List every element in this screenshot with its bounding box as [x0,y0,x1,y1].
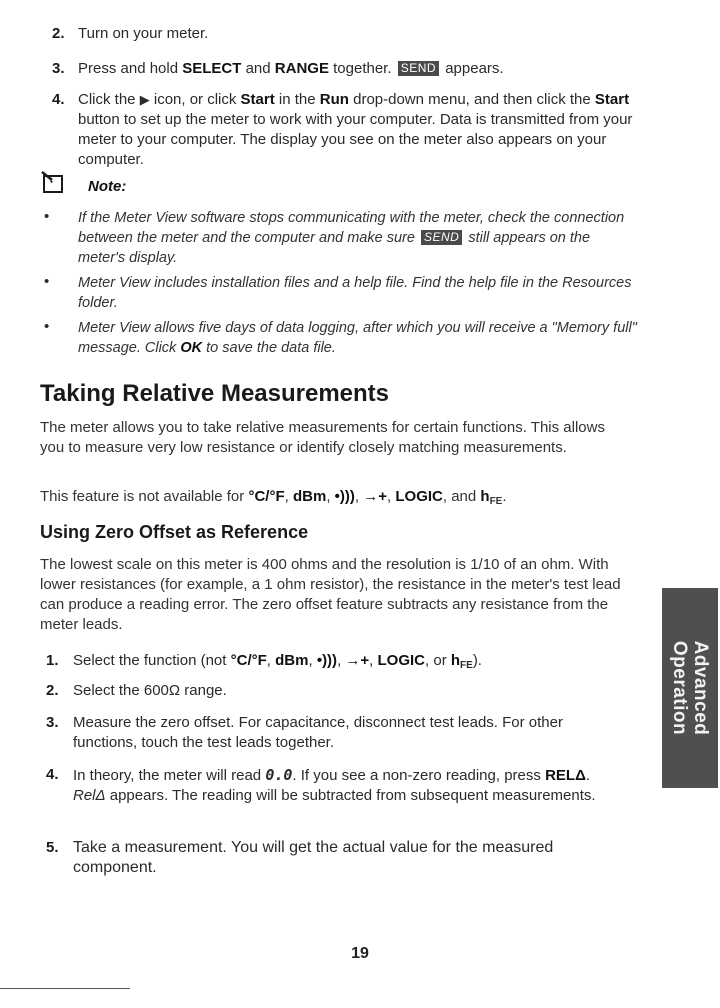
text-run: Select the function (not [73,652,231,669]
step-number: 5. [46,839,59,856]
bold-term: OK [180,340,203,356]
text-run: , [369,652,378,669]
text-run: still appears on the meter's display. [78,230,591,266]
chapter-side-tab [662,588,718,788]
step-text [78,90,652,170]
step-4-top [52,90,652,170]
text-run: button to set up the meter to work with your computer. Data is transmitted from your meter to your computer. The display you see on the meter also appears on your computer. [78,111,633,168]
footer-rule [0,988,130,989]
text-run: Meter View allows five days of data logging, after which you will receive a "Memory full" message. Click [78,320,637,356]
text-run: Meter View includes installation files and a help file. Find the help file in the Resources folder. [78,275,632,311]
text-run: , [284,488,293,505]
bold-term: dBm [292,488,327,505]
step-number: 4. [52,91,65,108]
step-number: 2. [52,25,65,42]
chapter-tab-line-1: Advanced [690,640,711,736]
text-run: . If you see a non-zero reading, press [292,767,546,784]
text-run: . [585,767,591,784]
text-run: in the [274,91,320,108]
step-2 [46,681,646,701]
note-label: Note: [88,178,127,195]
section-title: Taking Relative Measurements [40,380,390,407]
text-run: Turn on your meter. [78,25,209,42]
text-run: drop-down menu, and then click the [348,91,595,108]
display-indicator: RelΔ [73,787,106,804]
bold-term: °C/°F [230,652,267,669]
page-number: 19 [351,945,369,962]
bullet-dot: • [44,273,50,290]
bold-term: dBm [275,652,309,669]
bold-term: →+ [363,488,388,505]
step-3 [46,713,626,753]
bold-term: h [450,652,461,669]
text-run: In theory, the meter will read [73,767,266,784]
step-number: 4. [46,766,59,783]
bold-term: •))) [334,488,355,505]
step-text [73,765,626,806]
text-run: , [337,652,346,669]
text-run: This feature is not available for [40,488,249,505]
bullet-dot: • [44,318,50,335]
text-run: , [354,488,364,505]
step-text [73,713,626,753]
step-number: 3. [52,60,65,77]
send-indicator-badge: SEND [421,230,462,245]
text-run: , or [425,652,451,669]
bold-term: Run [319,91,349,108]
step-text [73,681,646,701]
bold-term: LOGIC [395,488,443,505]
bold-term: °C/°F [248,488,285,505]
send-indicator-badge: SEND [398,61,439,76]
bold-term: Start [240,91,275,108]
note-bullet-3 [78,318,638,358]
step-number: 3. [46,714,59,731]
text-run: , [266,652,276,669]
availability-note [40,487,660,512]
step-1 [46,651,646,676]
text-run: Take a measurement. You will get the actual value for the measured component. [73,839,554,876]
text-run: to save the data file. [202,340,336,356]
step-text [73,838,626,878]
bold-term: →+ [345,652,370,669]
bullet-dot: • [44,208,50,225]
bold-term: RANGE [274,60,329,77]
play-icon: ▶ [139,92,150,107]
step-text [73,651,646,676]
zero-offset-intro: The lowest scale on this meter is 400 ohms and the resolution is 1/10 of an ohm. With lower resistances (for example, a 1 ohm resistor), the resistance in the meter's test lead can produce a reading error. The zero offset feature subtracts any resistance from the meter leads. [40,556,621,633]
text-run: Measure the zero offset. For capacitance, disconnect test leads. For other functions, touch the test leads together. [73,714,563,751]
step-4 [46,765,626,806]
step-number: 1. [46,652,59,669]
bold-term: •))) [316,652,338,669]
text-run: Select the 600Ω range. [73,682,227,699]
subscript: FE [460,660,473,671]
note-pencil-icon [40,170,64,194]
step-2-top [52,24,652,44]
text-run: , [308,652,317,669]
text-run: appears. The reading will be subtracted from subsequent measurements. [105,787,596,804]
note-bullet-1 [78,208,638,268]
step-number: 2. [46,682,59,699]
text-run: If the Meter View software stops communicating with the meter, check the connection between the meter and the computer and make sure [78,210,625,246]
text-run: , and [442,488,481,505]
step-5 [46,838,626,878]
subscript: FE [489,496,503,507]
step-3-top [52,59,652,79]
text-run: together. [328,60,396,77]
section-intro: The meter allows you to take relative measurements for certain functions. This allows you to measure very low resistance or identify closely matching measurements. [40,419,605,456]
bold-term: Start [594,91,630,108]
bold-term: LOGIC [377,652,426,669]
text-run: icon, or click [149,91,241,108]
chapter-tab-line-2: Operation [669,640,690,736]
display-reading: 0.0 [265,766,293,784]
chapter-tab-label [669,641,711,736]
step-text [78,24,652,44]
bold-term: SELECT [182,60,242,77]
bold-term: RELΔ [545,767,586,784]
step-text [78,59,652,79]
text-run: , [326,488,335,505]
note-bullet-2 [78,273,638,313]
text-run: Click the [78,91,140,108]
subsection-title: Using Zero Offset as Reference [40,522,309,542]
text-run: , [387,488,396,505]
text-run: ). [472,652,482,669]
bold-term: h [480,488,490,505]
text-run: Press and hold [78,60,183,77]
text-run: and [241,60,275,77]
text-run: . [502,488,507,505]
text-run: appears. [441,60,504,77]
